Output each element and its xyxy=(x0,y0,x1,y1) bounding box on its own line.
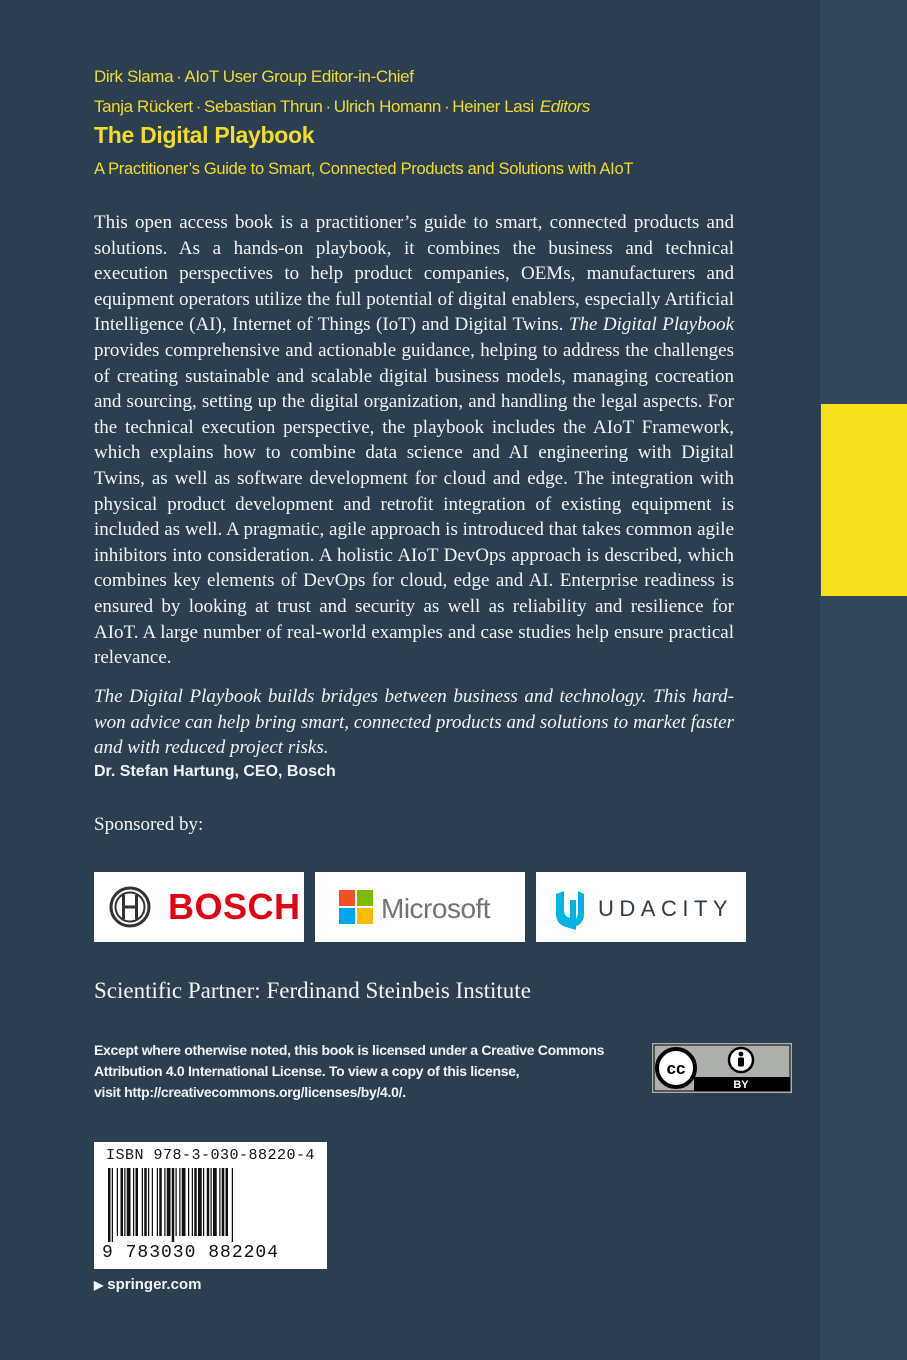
barcode-bar xyxy=(148,1168,149,1236)
author-name: Heiner Lasi xyxy=(452,97,534,116)
book-subtitle: A Practitioner’s Guide to Smart, Connected Products and Solutions with AIoT xyxy=(94,160,634,178)
description-part-2: provides comprehensive and actionable guidance, helping to address the challenges of creating sustainable and scalable digital business models, managing cocreation and sourcing, setting up the digital organization, and handling the legal aspects. For the technical execution perspective, the playbook includes the AIoT Framework, which explains how to combine data science and AI engineering with Digital Twins, as well as software development for cloud and edge. The integration with physical product development and retrofit integration of existing equipment is included as well. A pragmatic, agile approach is introduced that takes common agile inhibitors into consideration. A holistic AIoT DevOps approach is described, which combines key elements of DevOps for cloud, edge and AI. Enterprise readiness is ensured by looking at trust and security as well as reliability and resilience for AIoT. A large number of real-world examples and case studies help ensure practical relevance. xyxy=(94,339,734,669)
arrow-right-icon: ▶ xyxy=(94,1278,104,1292)
book-title: The Digital Playbook xyxy=(94,122,315,148)
editors-label: Editors xyxy=(539,97,590,116)
barcode-bar xyxy=(192,1168,193,1236)
endorsement-author: Dr. Stefan Hartung, CEO, Bosch xyxy=(94,763,336,780)
isbn-number: ISBN 978-3-030-88220-4 xyxy=(106,1147,316,1164)
barcode-bar xyxy=(112,1168,113,1242)
spine-yellow-tab xyxy=(821,404,907,596)
udacity-wordmark: UDACITY xyxy=(598,896,734,921)
license-url[interactable]: visit http://creativecommons.org/licenses/by/4.0/. xyxy=(94,1084,406,1100)
publisher-link[interactable] xyxy=(94,1276,201,1293)
publisher-site: springer.com xyxy=(107,1276,202,1293)
microsoft-logo xyxy=(315,872,525,942)
author-block xyxy=(94,62,734,122)
barcode-bar xyxy=(188,1168,189,1236)
barcode-bar xyxy=(211,1168,212,1236)
barcode-bar xyxy=(133,1168,134,1236)
author-name: Sebastian Thrun xyxy=(204,97,323,116)
author-name: Ulrich Homann xyxy=(333,97,441,116)
barcode-bar xyxy=(157,1168,158,1236)
barcode-bar xyxy=(164,1168,165,1236)
barcode-bar xyxy=(144,1168,147,1236)
book-spine xyxy=(820,0,907,1360)
license-line: Except where otherwise noted, this book is licensed under a Creative Commons xyxy=(94,1042,605,1058)
bosch-wordmark: BOSCH xyxy=(168,886,301,927)
microsoft-wordmark: Microsoft xyxy=(381,893,491,924)
license-line: Attribution 4.0 International License. To view a copy of this license, xyxy=(94,1063,520,1079)
scientific-partner: Scientific Partner: Ferdinand Steinbeis Institute xyxy=(94,978,531,1003)
license-notice xyxy=(94,1040,654,1103)
barcode-bar xyxy=(172,1168,175,1242)
separator: · xyxy=(325,97,331,116)
barcode-bar xyxy=(226,1168,229,1236)
barcode-bar xyxy=(108,1168,111,1242)
separator: · xyxy=(176,67,182,86)
barcode-bar xyxy=(127,1168,131,1236)
barcode-bar xyxy=(182,1168,186,1236)
barcode-bar xyxy=(207,1168,210,1236)
udacity-u-icon xyxy=(536,872,746,942)
microsoft-windows-icon xyxy=(315,872,525,942)
author-role: AIoT User Group Editor-in-Chief xyxy=(184,67,414,86)
author-line-2 xyxy=(94,92,734,122)
barcode-bar xyxy=(152,1168,153,1236)
separator: · xyxy=(195,97,201,116)
barcode-bar xyxy=(136,1168,139,1236)
by-label: BY xyxy=(733,1079,749,1091)
barcode-bar xyxy=(222,1168,225,1236)
barcode-bar xyxy=(117,1168,118,1236)
sponsored-label: Sponsored by: xyxy=(94,814,204,835)
barcode-bar xyxy=(198,1168,202,1236)
barcode-bar xyxy=(213,1168,217,1236)
barcode-bar xyxy=(232,1168,233,1242)
bosch-armature-icon xyxy=(94,872,304,942)
barcode-bar xyxy=(176,1168,177,1236)
barcode-bar xyxy=(203,1168,204,1236)
barcode-bar xyxy=(167,1168,171,1236)
description-part-1: This open access book is a practitioner’s guide to smart, connected products and solutions. As a hands-on playbook, it combines the business and technical execution perspectives to help product companies, OEMs, manufacturers and equipment operators utilize the full potential of digital enablers, especially Artificial Intelligence (AI), Internet of Things (IoT) and Digital Twins. xyxy=(94,212,734,336)
endorsement-quote: The Digital Playbook builds bridges between business and technology. This hard-won advice can help bring smart, connected products and solutions to market faster and with reduced project risks. xyxy=(94,686,734,759)
author-name: Tanja Rückert xyxy=(94,97,193,116)
author-name: Dirk Slama xyxy=(94,67,174,86)
barcode-bar xyxy=(219,1168,220,1236)
author-line-1 xyxy=(94,62,734,92)
bosch-logo xyxy=(94,872,304,942)
description-italic-title: The Digital Playbook xyxy=(568,314,735,336)
cc-by-badge xyxy=(652,1043,792,1093)
barcode-bar xyxy=(121,1168,124,1236)
barcode-bar xyxy=(159,1168,162,1236)
cc-icon-label: cc xyxy=(666,1059,686,1078)
barcode-bars xyxy=(104,1168,316,1242)
book-description xyxy=(94,210,734,671)
barcode-bar xyxy=(124,1168,125,1236)
barcode-digits: 9 783030 882204 xyxy=(102,1243,280,1263)
barcode-bar xyxy=(194,1168,197,1236)
udacity-logo xyxy=(536,872,746,942)
barcode-bar xyxy=(142,1168,143,1236)
separator: · xyxy=(443,97,450,116)
barcode-bar xyxy=(179,1168,180,1236)
isbn-barcode xyxy=(94,1142,327,1269)
